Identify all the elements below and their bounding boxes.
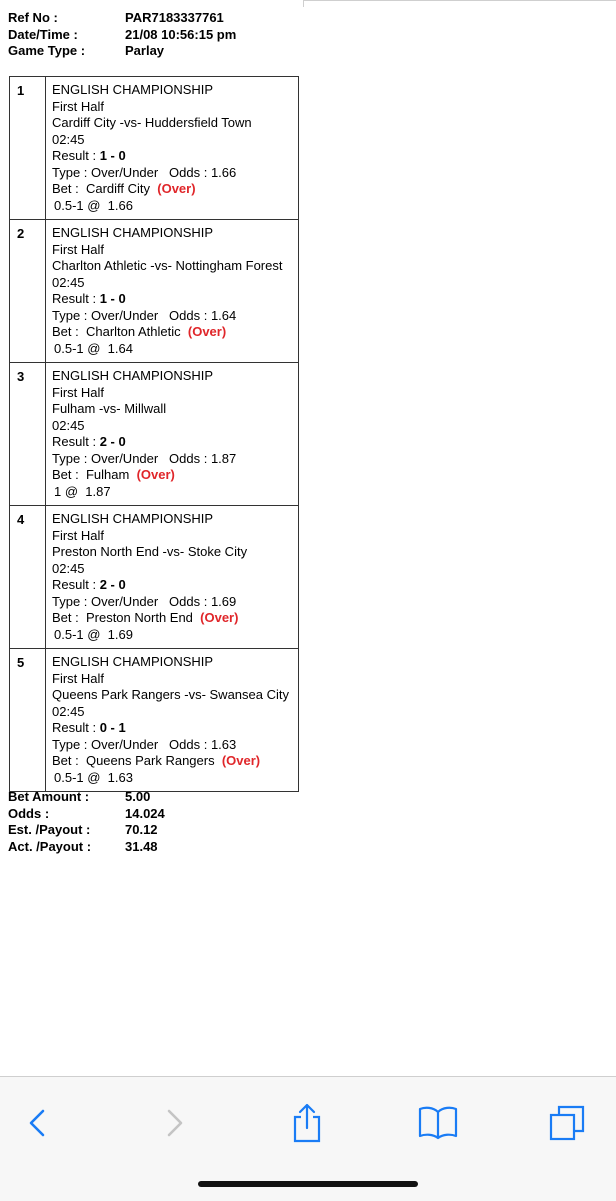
bet-team: Charlton Athletic (85, 324, 181, 339)
bet-number: 1 (10, 77, 46, 220)
est-payout-label: Est. /Payout : (8, 822, 91, 837)
bet-period: First Half (52, 241, 104, 257)
bet-number: 2 (10, 220, 46, 363)
league-name: ENGLISH CHAMPIONSHIP (52, 225, 214, 240)
date-value: 21/08 10:56:15 pm (125, 26, 237, 42)
bet-number: 3 (10, 363, 46, 506)
odds-label: Odds : (8, 805, 50, 821)
handicap-line: 0.5-1 @ 1.63 (54, 769, 133, 785)
type-odds-line: Type : Over/Under Odds : 1.64 (52, 307, 237, 323)
game-type-label: Game Type : (8, 43, 86, 58)
bet-details (46, 363, 299, 506)
result-label: Result : (52, 434, 100, 449)
bet-selection-line (52, 324, 298, 341)
book-icon (417, 1105, 459, 1141)
type-odds-line: Type : Over/Under Odds : 1.63 (52, 736, 237, 752)
result-score: 2 - 0 (99, 434, 126, 449)
match-time: 02:45 (52, 131, 85, 147)
bet-pick: (Over) (136, 467, 175, 482)
forward-button[interactable] (152, 1101, 196, 1145)
result-score: 1 - 0 (99, 291, 126, 306)
handicap-line: 0.5-1 @ 1.66 (54, 197, 133, 213)
result-line (52, 148, 298, 165)
league-name: ENGLISH CHAMPIONSHIP (52, 82, 214, 97)
result-line (52, 434, 298, 451)
page-top-border (303, 0, 616, 7)
result-label: Result : (52, 291, 100, 306)
home-indicator (198, 1181, 418, 1187)
ref-label: Ref No : (8, 10, 58, 25)
match-time: 02:45 (52, 560, 85, 576)
bet-label: Bet : (52, 324, 86, 339)
bet-number: 5 (10, 649, 46, 792)
match-teams: Queens Park Rangers -vs- Swansea City (52, 687, 289, 702)
result-line (52, 720, 298, 737)
bet-pick: (Over) (187, 324, 227, 339)
date-label: Date/Time : (8, 26, 78, 42)
bets-table (9, 76, 299, 792)
handicap-line: 0.5-1 @ 1.64 (54, 340, 133, 356)
tabs-icon (547, 1103, 587, 1143)
chevron-right-icon (162, 1108, 186, 1138)
bet-amount-label: Bet Amount : (8, 789, 90, 804)
type-odds-line: Type : Over/Under Odds : 1.87 (52, 450, 237, 466)
bet-details (46, 220, 299, 363)
bet-row (10, 220, 299, 363)
match-time: 02:45 (52, 703, 85, 719)
bet-label: Bet : (52, 610, 86, 625)
result-score: 0 - 1 (99, 720, 126, 735)
act-payout-value: 31.48 (125, 838, 158, 854)
match-teams: Cardiff City -vs- Huddersfield Town (52, 115, 252, 130)
match-teams: Preston North End -vs- Stoke City (52, 544, 248, 559)
bet-row (10, 506, 299, 649)
league-name: ENGLISH CHAMPIONSHIP (52, 511, 214, 526)
bet-row (10, 649, 299, 792)
bet-period: First Half (52, 527, 104, 543)
bet-team: Cardiff City (85, 181, 151, 196)
bet-period: First Half (52, 384, 104, 400)
bet-pick: (Over) (200, 610, 239, 625)
result-label: Result : (52, 720, 100, 735)
match-time: 02:45 (52, 274, 85, 290)
bet-details (46, 77, 299, 220)
type-odds-line: Type : Over/Under Odds : 1.66 (52, 164, 237, 180)
bet-label: Bet : (52, 753, 86, 768)
act-payout-label: Act. /Payout : (8, 838, 92, 854)
league-name: ENGLISH CHAMPIONSHIP (52, 368, 214, 383)
match-teams: Fulham -vs- Millwall (52, 401, 167, 416)
bet-pick: (Over) (221, 753, 261, 768)
bet-row (10, 77, 299, 220)
result-score: 2 - 0 (99, 577, 126, 592)
bet-label: Bet : (52, 181, 86, 196)
back-button[interactable] (16, 1101, 60, 1145)
result-score: 1 - 0 (99, 148, 126, 163)
handicap-line: 0.5-1 @ 1.69 (54, 626, 133, 642)
bet-details (46, 649, 299, 792)
bet-amount-value: 5.00 (125, 789, 151, 804)
type-odds-line: Type : Over/Under Odds : 1.69 (52, 593, 237, 609)
bet-selection-line (52, 610, 298, 627)
share-icon (290, 1102, 324, 1144)
bet-period: First Half (52, 98, 104, 114)
bet-selection-line (52, 181, 298, 198)
bet-number: 4 (10, 506, 46, 649)
bet-details (46, 506, 299, 649)
result-label: Result : (52, 577, 100, 592)
match-time: 02:45 (52, 417, 85, 433)
handicap-line: 1 @ 1.87 (54, 483, 111, 499)
bet-team: Queens Park Rangers (85, 753, 215, 768)
bet-pick: (Over) (157, 181, 196, 196)
bookmarks-button[interactable] (416, 1101, 460, 1145)
result-label: Result : (52, 148, 100, 163)
result-line (52, 291, 298, 308)
bet-team: Fulham (85, 467, 130, 482)
match-teams: Charlton Athletic -vs- Nottingham Forest (52, 258, 283, 273)
bet-selection-line (52, 467, 298, 484)
bet-period: First Half (52, 670, 104, 686)
share-button[interactable] (285, 1101, 329, 1145)
ref-value: PAR7183337761 (125, 10, 224, 25)
bet-selection-line (52, 753, 298, 770)
league-name: ENGLISH CHAMPIONSHIP (52, 654, 214, 669)
chevron-left-icon (26, 1108, 50, 1138)
bet-team: Preston North End (85, 610, 193, 625)
est-payout-value: 70.12 (125, 822, 158, 837)
bet-label: Bet : (52, 467, 86, 482)
result-line (52, 577, 298, 594)
game-type-value: Parlay (125, 43, 165, 58)
odds-value: 14.024 (125, 805, 165, 821)
bet-row (10, 363, 299, 506)
tabs-button[interactable] (545, 1101, 589, 1145)
